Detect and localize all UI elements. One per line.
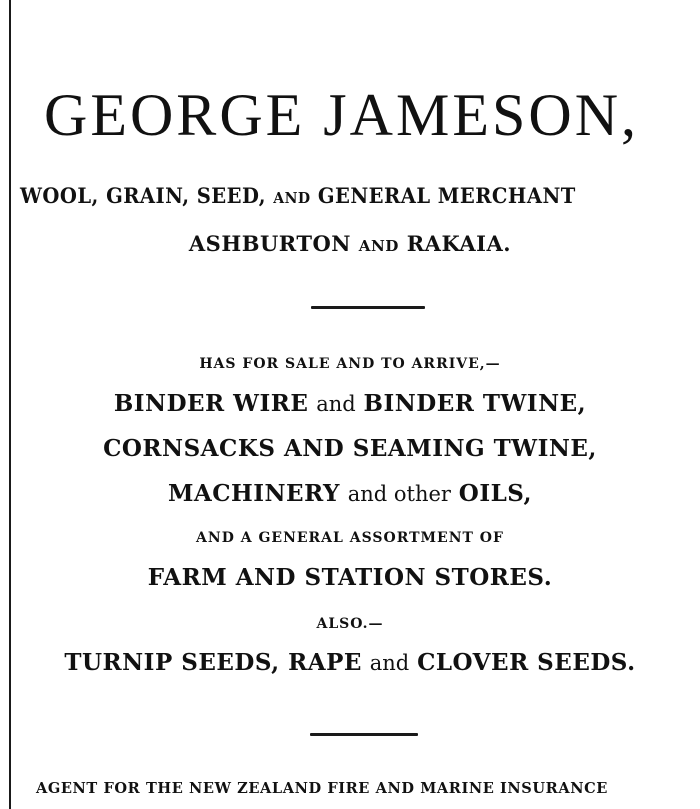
- insurance-agent-line: AGENT FOR THE NEW ZEALAND FIRE AND MARINE INSURANCE: [36, 779, 608, 797]
- location-town-1: ASHBURTON: [188, 231, 351, 256]
- binder-line: [0, 392, 700, 416]
- also-line: ALSO.—: [316, 616, 384, 632]
- oils-text: OILS,: [458, 480, 533, 507]
- turnip-rape-text: TURNIP SEEDS, RAPE: [64, 649, 362, 676]
- cornsacks-line: [0, 437, 700, 461]
- assortment-line: AND A GENERAL ASSORTMENT OF: [196, 530, 504, 546]
- location-town-2: RAKAIA.: [406, 231, 512, 256]
- merchant-name-heading: GEORGE JAMESON,: [44, 82, 640, 148]
- seeds-and-text: and: [369, 651, 410, 675]
- intro-line: HAS FOR SALE AND TO ARRIVE,—: [199, 356, 501, 372]
- location-line: [0, 233, 700, 254]
- seeds-line: [0, 651, 700, 675]
- ornamental-rule-bottom: [310, 733, 418, 736]
- trades-part-2: GENERAL MERCHANT: [317, 183, 576, 208]
- trades-and: AND: [273, 189, 311, 207]
- trades-part-1: WOOL, GRAIN, SEED,: [20, 183, 266, 208]
- binder-and-text: and: [316, 392, 356, 416]
- ornamental-rule-top: [311, 306, 425, 309]
- machinery-and-other-text: and other: [347, 482, 451, 506]
- binder-wire-text: BINDER WIRE: [113, 390, 309, 417]
- binder-twine-text: BINDER TWINE,: [363, 390, 587, 417]
- machinery-line: [0, 482, 700, 506]
- cornsacks-text: CORNSACKS AND SEAMING TWINE,: [103, 435, 597, 462]
- location-and: AND: [358, 237, 399, 255]
- trades-line: [20, 185, 576, 206]
- machinery-text: MACHINERY: [167, 480, 340, 507]
- farm-station-stores-line: [0, 566, 700, 590]
- farm-station-stores-text: FARM AND STATION STORES.: [147, 564, 553, 591]
- clover-seeds-text: CLOVER SEEDS.: [417, 649, 636, 676]
